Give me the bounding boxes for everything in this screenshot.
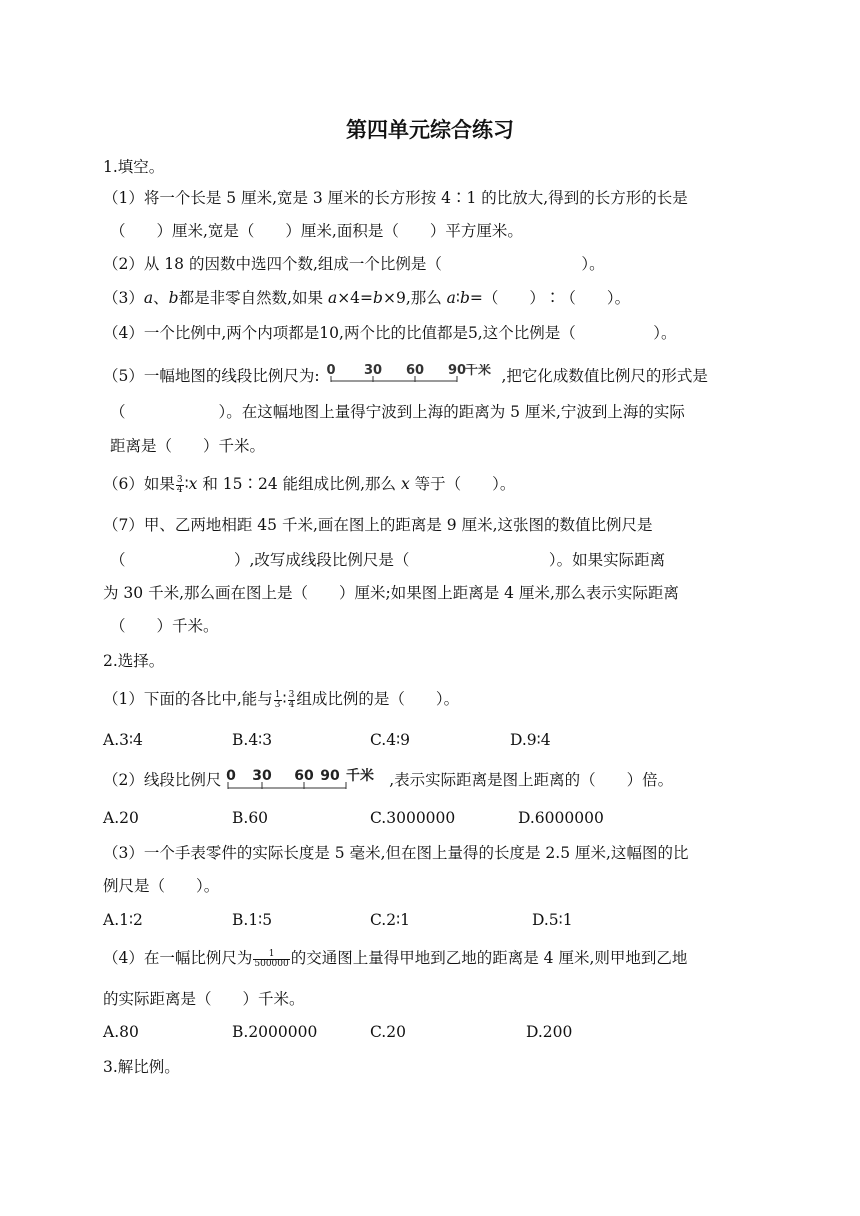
s2-q3-line2: 例尺是（ ）。 bbox=[103, 877, 220, 895]
var-b: b bbox=[373, 289, 383, 307]
s2-q1-pre: （1）下面的各比中,能与 bbox=[103, 690, 273, 708]
s1-q1-line1: （1）将一个长是 5 厘米,宽是 3 厘米的长方形按 4∶1 的比放大,得到的长方形的长是 bbox=[103, 189, 688, 207]
s1-q3-text: （3） bbox=[103, 289, 144, 307]
s2-q3-option: D.5∶1 bbox=[532, 911, 573, 929]
s1-q3-text: ×9,那么 bbox=[382, 289, 447, 307]
scale-label: 60 bbox=[294, 768, 315, 784]
s2-q4-option: A.80 bbox=[103, 1023, 139, 1041]
var-a: a bbox=[143, 289, 154, 307]
s2-q2-option: C.3000000 bbox=[370, 809, 456, 827]
var-a: a bbox=[446, 289, 456, 307]
var-b: b bbox=[459, 289, 470, 307]
s1-q1-line2: （ ）厘米,宽是（ ）厘米,面积是（ ）平方厘米。 bbox=[110, 222, 523, 240]
s2-q3-line1: （3）一个手表零件的实际长度是 5 毫米,但在图上量得的长度是 2.5 厘米,这幅图的比 bbox=[103, 844, 689, 862]
s2-q4-pre: （4）在一幅比例尺为 bbox=[103, 949, 253, 967]
s2-q1-option: C.4∶9 bbox=[370, 731, 410, 749]
s1-q5-line1 bbox=[103, 364, 708, 390]
s2-q3-option: A.1∶2 bbox=[103, 911, 143, 929]
fraction bbox=[176, 476, 184, 495]
s2-q1-option: A.3∶4 bbox=[103, 731, 143, 749]
numerator: 3 bbox=[288, 689, 295, 700]
denominator: 4 bbox=[288, 699, 295, 710]
s1-q6-text: 等于（ ）。 bbox=[409, 475, 516, 493]
s1-q3-text: =（ ）∶（ ）。 bbox=[469, 289, 631, 307]
s2-q3-option: B.1∶5 bbox=[232, 911, 273, 929]
s1-q6-text: 和 15∶24 能组成比例,那么 bbox=[197, 475, 401, 493]
s1-q6-pre: （6）如果 bbox=[103, 475, 175, 493]
s2-q4-post: 的交通图上量得甲地到乙地的距离是 4 厘米,则甲地到乙地 bbox=[290, 949, 688, 967]
s2-q1 bbox=[103, 689, 459, 710]
s1-q3 bbox=[103, 288, 630, 308]
numerator: 1 bbox=[253, 950, 289, 960]
scale-label: 0 bbox=[226, 768, 237, 784]
s2-q4-option: B.2000000 bbox=[232, 1023, 318, 1041]
scale-label: 0 bbox=[326, 364, 336, 378]
s1-q6 bbox=[103, 474, 515, 495]
scale-bar-2 bbox=[226, 768, 384, 794]
s2-q4-line2: 的实际距离是（ ）千米。 bbox=[103, 990, 305, 1008]
s2-q2-option: B.60 bbox=[232, 809, 269, 827]
s1-q5-pre: （5）一幅地图的线段比例尺为: bbox=[103, 367, 320, 385]
section-2-heading: 2.选择。 bbox=[103, 652, 165, 670]
section-1-heading: 1.填空。 bbox=[103, 158, 165, 176]
s1-q3-text: ∶ bbox=[455, 289, 460, 307]
scale-label: 30 bbox=[252, 768, 273, 784]
denominator: 3 bbox=[274, 699, 281, 710]
section-3-heading: 3.解比例。 bbox=[103, 1058, 180, 1076]
s2-q2-option: D.6000000 bbox=[518, 809, 604, 827]
s2-q4-option: C.20 bbox=[370, 1023, 406, 1041]
fraction bbox=[288, 691, 296, 710]
page-title: 第四单元综合练习 bbox=[346, 118, 514, 142]
var-b: b bbox=[168, 289, 179, 307]
denominator: 500000 bbox=[254, 958, 289, 969]
var-x: x bbox=[401, 475, 410, 493]
s1-q5-post: ,把它化成数值比例尺的形式是 bbox=[501, 367, 708, 385]
scale-unit: 千米 bbox=[464, 364, 491, 378]
s1-q5-line3: 距离是（ ）千米。 bbox=[110, 437, 266, 455]
s2-q1-post: 组成比例的是（ ）。 bbox=[296, 690, 460, 708]
s1-q3-text: ×4= bbox=[337, 289, 374, 307]
scale-label: 90 bbox=[447, 364, 466, 378]
denominator: 4 bbox=[176, 484, 183, 495]
s1-q2: （2）从 18 的因数中选四个数,组成一个比例是（ ）。 bbox=[103, 255, 605, 273]
scale-label: 30 bbox=[363, 364, 382, 378]
s2-q2 bbox=[103, 768, 673, 794]
s1-q3-text: 、 bbox=[153, 289, 169, 307]
s1-q6-text: ∶ bbox=[184, 475, 189, 493]
fraction bbox=[274, 691, 282, 710]
s2-q4-line1 bbox=[103, 948, 687, 969]
s2-q2-pre: （2）线段比例尺 bbox=[103, 771, 222, 789]
scale-bar-1 bbox=[325, 364, 497, 390]
var-x: x bbox=[188, 475, 198, 493]
s1-q4: （4）一个比例中,两个内项都是10,两个比的比值都是5,这个比例是（ ）。 bbox=[103, 324, 677, 342]
s1-q7-line3: 为 30 千米,那么画在图上是（ ）厘米;如果图上距离是 4 厘米,那么表示实际距离 bbox=[103, 584, 679, 602]
scale-label: 90 bbox=[320, 768, 341, 784]
s2-q1-option: D.9∶4 bbox=[510, 731, 551, 749]
fraction bbox=[253, 950, 289, 969]
s2-q2-option: A.20 bbox=[103, 809, 139, 827]
s2-q4-option: D.200 bbox=[526, 1023, 573, 1041]
var-a: a bbox=[327, 289, 338, 307]
scale-label: 60 bbox=[405, 364, 424, 378]
scale-unit: 千米 bbox=[346, 768, 375, 784]
s2-q1-option: B.4∶3 bbox=[232, 731, 273, 749]
s1-q5-line2: （ ）。在这幅地图上量得宁波到上海的距离为 5 厘米,宁波到上海的实际 bbox=[110, 403, 685, 421]
s2-q3-option: C.2∶1 bbox=[370, 911, 410, 929]
numerator: 1 bbox=[274, 689, 281, 700]
s1-q7-line4: （ ）千米。 bbox=[110, 617, 219, 635]
s1-q3-text: 都是非零自然数,如果 bbox=[178, 289, 328, 307]
s1-q7-line2: （ ）,改写成线段比例尺是（ ）。如果实际距离 bbox=[110, 551, 666, 569]
s1-q7-line1: （7）甲、乙两地相距 45 千米,画在图上的距离是 9 厘米,这张图的数值比例尺是 bbox=[103, 516, 653, 534]
ratio-colon: ∶ bbox=[282, 690, 287, 708]
s2-q2-post: ,表示实际距离是图上距离的（ ）倍。 bbox=[389, 771, 674, 789]
numerator: 3 bbox=[176, 474, 183, 485]
